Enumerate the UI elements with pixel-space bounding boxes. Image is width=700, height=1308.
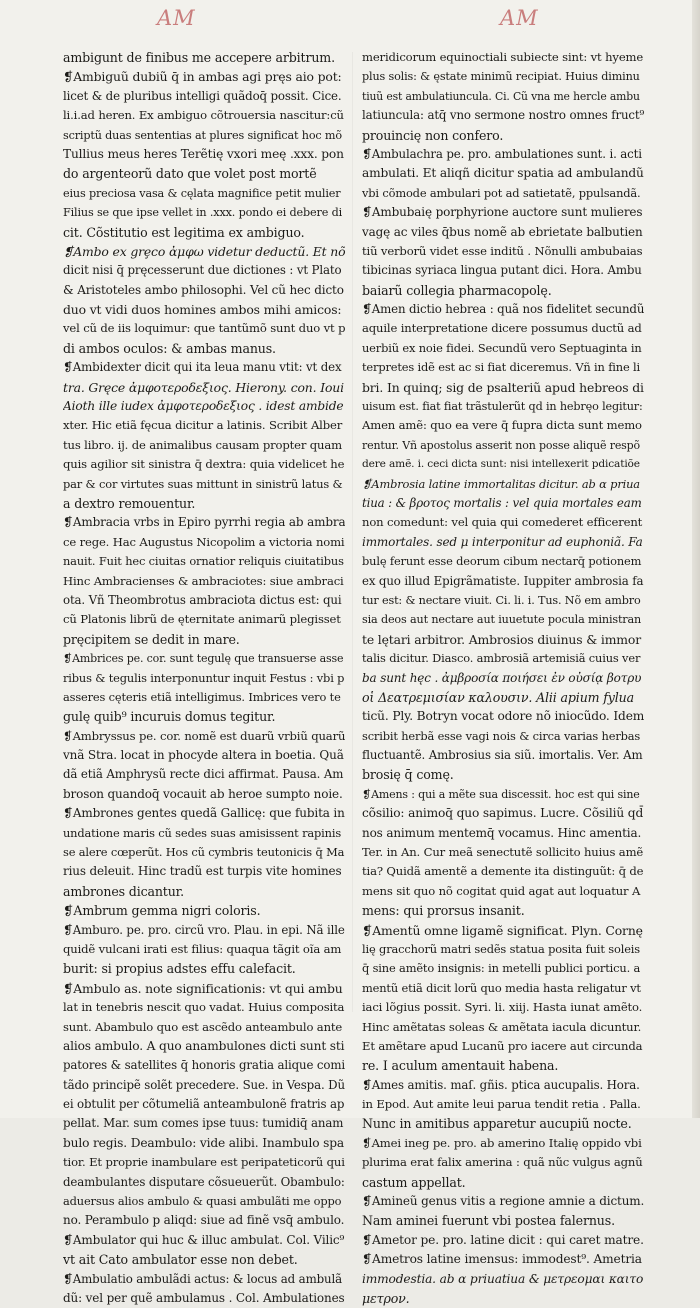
- text-line: tus libro. ij. de animalibus causam propter quam: [63, 437, 342, 452]
- text-line: sia deos aut nectare aut iuuetute pocula ministran: [362, 613, 642, 627]
- text-line: ❡Ambrosia latine immortalitas dicitur. ab α priua: [362, 476, 640, 491]
- text-line: lię gracchorũ matri sedẽs statua posita fuit soleis: [362, 941, 640, 956]
- text-line: meridicorum equinoctiali subiecte sint: vt hyeme: [362, 50, 644, 64]
- text-line: immodestia. ab α priuatiua & μετρεομαι καιτο: [362, 1271, 644, 1286]
- text-line: q̄ sine amẽto insignis: in metelli publici porticu. a: [362, 961, 641, 976]
- text-line: non comedunt: vel quia qui comederet efficerent: [362, 515, 643, 530]
- text-line: patores & satellites q̄ honoris gratia alique comi: [63, 1058, 345, 1073]
- text-line: vbi cõmode ambulari pot ad satietatẽ, ppulsandã.: [362, 185, 641, 200]
- text-line: aduersus alios ambulo & quasi ambulãti me oppo: [63, 1194, 342, 1209]
- running-head-left: AM: [157, 6, 196, 30]
- text-line: ❡Amei ineg pe. pro. ab amerino Italię oppido vbi: [362, 1135, 642, 1150]
- text-line: ❡Ambracia vrbs in Epiro pyrrhi regia ab ambra: [63, 515, 345, 530]
- text-line: Amen amẽ: quo ea vere q̄ fupra dicta sunt memo: [362, 418, 642, 433]
- text-line: broson quandoq̄ vocauit ab heroe sumpto noie.: [63, 786, 343, 801]
- text-line: & Aristoteles ambo philosophi. Vel cũ hec dicto: [63, 282, 344, 297]
- text-line: bulo regis. Deambulo: vide alibi. Inambulo spa: [63, 1135, 345, 1150]
- text-line: tibicinas syriaca lingua putant dici. Hora. Ambu: [362, 263, 642, 278]
- text-line: ❡Ametros latine imensus: immodest⁹. Ametria: [362, 1252, 642, 1267]
- text-line: a dextro remouentur.: [63, 495, 196, 511]
- text-line: ❡Ambulator qui huc & illuc ambulat. Col. Vilic⁹: [63, 1232, 345, 1247]
- text-line: prouincię non confero.: [362, 127, 504, 143]
- text-line: Et amẽtare apud Lucanũ pro iacere aut circunda: [362, 1038, 643, 1053]
- running-head-right: AM: [500, 6, 539, 30]
- text-line: ex quo illud Epigrãmatiste. Iuppiter ambrosia fa: [362, 573, 644, 588]
- text-line: ❡Ambulatio ambulãdi actus: & locus ad ambulã: [63, 1271, 342, 1286]
- text-line: ba sunt hęc . ἀμβροσία ποιήσει ἐν οὐσίᾳ βοτρυ: [362, 670, 642, 685]
- text-line: deambulantes disputare cõsueuerũt. Obambulo:: [63, 1174, 345, 1189]
- text-line: in Epod. Aut amite leui parua tendit retia . Palla.: [362, 1097, 641, 1112]
- page-edge: [692, 0, 700, 1118]
- text-line: nauit. Fuit hec ciuitas ornatior reliquis ciuitatibus: [63, 554, 344, 569]
- text-line: aquile interpretatione dicere possumus ductũ ad: [362, 321, 642, 336]
- text-line: cõsilio: animoq̄ quo sapimus. Lucre. Cõsiliũ qd̄: [362, 806, 644, 821]
- text-line: latiuncula: atq̄ vno sermone nostro omnes fruct⁹: [362, 108, 644, 123]
- text-line: ambulati. Et aliqñ dicitur spatia ad ambulandũ: [362, 166, 644, 181]
- text-line: ❡Amen dictio hebrea : quã nos fidelitet secundũ: [362, 302, 644, 317]
- text-line: licet & de pluribus intelligi quãdoq̄ possit. Cice.: [63, 88, 342, 103]
- column-gutter: [352, 52, 353, 1012]
- text-line: re. I aculum amentauit habena.: [362, 1058, 559, 1074]
- text-line: plus solis: & ęstate minimũ recipiat. Huius diminu: [362, 70, 640, 84]
- text-line: undatione maris cũ sedes suas amisissent rapinis: [63, 825, 342, 840]
- text-line: brosię q̄ comę.: [362, 767, 454, 783]
- text-line: scriptũ duas sententias at plures significat hoc mõ: [63, 128, 342, 142]
- text-line: cit. Cõstitutio est legitima ex ambiguo.: [63, 224, 305, 240]
- text-line: quis agilior sit sinistra q̄ dextra: quia videlicet he: [63, 457, 345, 472]
- text-line: par & cor virtutes suas mittunt in sinistrũ latus &: [63, 476, 343, 491]
- text-line: sunt. Abambulo quo est ascẽdo anteambulo ante: [63, 1019, 343, 1034]
- text-line: ❡Ambryssus pe. cor. nomẽ est duarũ vrbiũ quarũ: [63, 728, 345, 743]
- text-line: burit: si propius adstes effu calefacit.: [63, 961, 296, 977]
- text-line: ❡Ambrices pe. cor. sunt tegulę que transuerse asse: [63, 652, 344, 666]
- text-line: tãdo principẽ solẽt precedere. Sue. in Vespa. Dũ: [63, 1077, 345, 1092]
- text-line: tur est: & nectare viuit. Ci. li. i. Tus. Nõ em ambro: [362, 593, 641, 607]
- text-line: scribit herbã esse vagi nois & circa varias herbas: [362, 728, 641, 743]
- text-line: ❡Ambrones gentes quedã Gallicę: que fubita in: [63, 806, 345, 821]
- text-line: Ter. in An. Cur meã senectutẽ sollicito huius amẽ: [362, 845, 644, 860]
- text-line: duo vt vidi duos homines ambos mihi amicos:: [63, 302, 342, 318]
- text-line: ❡Amens : qui a mẽte sua discessit. hoc est qui sine: [362, 787, 640, 801]
- text-line: ❡Ambrum gemma nigri coloris.: [63, 903, 261, 919]
- text-line: rentur. Vñ apostolus asserit non posse aliquẽ respõ: [362, 438, 641, 452]
- text-line: ❡Ambulachra pe. pro. ambulationes sunt. i. acti: [362, 146, 642, 161]
- text-line: dicit nisi q̄ pręcesserunt due dictiones : vt Plato: [63, 263, 342, 278]
- text-line: quidẽ vulcani irati est filius: quaqua tãgit oĩa am: [63, 941, 342, 956]
- text-line: mens: qui prorsus insanit.: [362, 903, 525, 919]
- text-line: ❡Ambubaię porphyrione auctore sunt mulieres: [362, 205, 643, 220]
- text-line: cũ Platonis librũ de ęternitate animarũ plegisset: [63, 612, 341, 627]
- text-line: ambigunt de finibus me accepere arbitrum.: [63, 50, 335, 65]
- text-line: no. Perambulo p aliqd: siue ad finẽ vsq̄ ambulo.: [63, 1213, 345, 1228]
- text-line: se alere cœperũt. Hos cũ cymbris teutonicis q̄ Ma: [63, 845, 345, 860]
- text-line: iaci lõgius possit. Syri. li. xiij. Hasta iunat amẽto.: [362, 1000, 643, 1015]
- text-line: pellat. Mar. sum comes ipse tuus: tumidiq̄ anam: [63, 1116, 344, 1131]
- right-text-column: [362, 48, 644, 1308]
- text-line: fluctuantẽ. Ambrosius sia siũ. imortalis. Ver. Am: [362, 748, 643, 763]
- text-line: terpretes idẽ est ac si fiat diceremus. Vñ in fine li: [362, 360, 640, 375]
- text-line: do argenteorũ dato que volet post mortẽ: [63, 166, 317, 182]
- left-text-column: [63, 48, 345, 1308]
- text-line: ❡Ames amitis. maſ. gñis. ptica aucupalis. Hora.: [362, 1077, 640, 1092]
- text-line: asseres cęteris etiã intelligimus. Imbrices vero te: [63, 689, 341, 704]
- text-line: gulę quib⁹ incuruis domus tegitur.: [63, 709, 276, 725]
- text-line: ❡Ambulo as. note significationis: vt qui ambu: [63, 980, 343, 996]
- text-line: bri. In quinq; sig de psalteriũ apud hebreos di: [362, 379, 644, 395]
- text-line: vel cũ de iis loquimur: que tantũmõ sunt duo vt p: [63, 321, 345, 336]
- text-line: Filius se que ipse vellet in .xxx. pondo ei debere di: [63, 206, 343, 220]
- text-line: tia? Quidã amentẽ a demente ita distinguũt: q̄ de: [362, 864, 644, 879]
- text-line: talis dicitur. Diasco. ambrosiã artemisiã cuius ver: [362, 651, 641, 666]
- text-line: mentũ etiã dicit lorũ quo media hasta religatur vt: [362, 980, 641, 995]
- text-line: tiũ verborũ videt esse inditũ . Nõnulli ambubaias: [362, 243, 643, 258]
- text-line: ce rege. Hac Augustus Nicopolim a victoria nomi: [63, 534, 345, 549]
- text-line: tiuũ est ambulatiuncula. Ci. Cũ vna me hercle ambu: [362, 89, 640, 103]
- text-line: vagę ac viles q̄bus nomẽ ab ebrietate balbutien: [362, 224, 643, 239]
- text-line: Nunc in amitibus apparetur aucupiũ nocte.: [362, 1116, 632, 1132]
- text-line: plurima erat falix amerina : quã nũc vulgus agnũ: [362, 1155, 643, 1170]
- text-line: pręcipitem se dedit in mare.: [63, 631, 240, 647]
- text-line: ribus & tegulis interponuntur inquit Festus : vbi p: [63, 670, 345, 685]
- text-line: li.i.ad heren. Ex ambiguo cõtrouersia nascitur:cũ: [63, 108, 344, 123]
- text-line: rius deleuit. Hinc tradũ est turpis vite homines: [63, 864, 342, 879]
- text-line: ❡Ambo ex grȩco ἀμφω videtur deductũ. Et nõ: [63, 243, 345, 259]
- text-line: immortales. sed μ interponitur ad euphoniã. Fa: [362, 534, 643, 549]
- text-line: ❡Ambiguũ dubiũ q̄ in ambas agi pręs aio pot:: [63, 69, 342, 85]
- text-line: castum appellat.: [362, 1174, 466, 1190]
- text-line: ❡Amburo. pe. pro. circũ vro. Plau. in epi. Nã ille: [63, 922, 345, 937]
- text-line: eius preciosa vasa & cęlata magnifice petit mulier: [63, 186, 341, 200]
- text-line: ambrones dicantur.: [63, 883, 185, 899]
- text-line: tiua : & βροτος mortalis : vel quia mortales eam: [362, 495, 642, 510]
- text-line: lat in tenebris nescit quo vadat. Huius composita: [63, 1000, 345, 1015]
- text-line: baiarũ collegia pharmacopolę.: [362, 282, 552, 298]
- text-line: Aioth ille iudex ἀμφοτεροδεξιος . idest ambide: [63, 399, 344, 414]
- text-line: mens sit quo nõ cogitat quid agat aut loquatur A: [362, 883, 641, 898]
- text-line: uerbiũ ex noie fidei. Secundũ vero Septuaginta in: [362, 340, 642, 355]
- text-line: vnã Stra. locat in phocyde altera in boetia. Quã: [63, 748, 344, 763]
- text-line: dere amẽ. i. ceci dicta sunt: nisi intellexerit pdicatiõe: [362, 458, 640, 471]
- text-line: μετρον.: [362, 1291, 410, 1306]
- text-line: tra. Gręce ἀμφοτεροδεξιος. Hierony. con. Ioui: [63, 379, 344, 395]
- text-line: ❡Ametor pe. pro. latine dicit : qui caret matre.: [362, 1232, 644, 1247]
- text-line: οἱ Δεατρεμισίαν καλουσιν. Alii apium fylua: [362, 689, 634, 705]
- text-line: Hinc Ambracienses & ambraciotes: siue ambraci: [63, 573, 344, 588]
- text-line: tior. Et proprie inambulare est peripateticorũ qui: [63, 1155, 345, 1170]
- text-line: te lętari arbitror. Ambrosios diuinus & immor: [362, 631, 641, 647]
- text-line: alios ambulo. A quo anambulones dicti sunt sti: [63, 1038, 345, 1053]
- text-line: vt ait Cato ambulator esse non debet.: [63, 1252, 298, 1268]
- text-line: ❡Amentũ omne ligamẽ significat. Plyn. Cornę: [362, 922, 643, 938]
- text-line: ❡Amineũ genus vitis a regione amnie a dictum.: [362, 1194, 644, 1209]
- text-line: uisum est. fiat fiat trãstulerũt qd in hebręo legitur:: [362, 400, 643, 414]
- text-line: xter. Hic etiã fęcua dicitur a latinis. Scribit Alber: [63, 418, 343, 433]
- text-line: nos animum mentemq̄ vocamus. Hinc amentia.: [362, 825, 642, 840]
- text-line: Nam aminei fuerunt vbi postea falernus.: [362, 1213, 615, 1229]
- text-line: ❡Ambidexter dicit qui ita leua manu vtit: vt dex: [63, 360, 342, 375]
- text-line: Tullius meus heres Terẽtię vxori meę .xxx. pon: [63, 146, 344, 161]
- text-line: bulę ferunt esse deorum cibum nectarq̄ potionem: [362, 554, 642, 569]
- text-line: dũ: vel per quẽ ambulamus . Col. Ambulationes: [63, 1291, 345, 1305]
- text-line: Hinc amẽtatas soleas & amẽtata iacula dicuntur.: [362, 1019, 642, 1034]
- text-line: dã etiã Amphrysũ recte dici affirmat. Pausa. Am: [63, 767, 344, 782]
- text-line: di ambos oculos: & ambas manus.: [63, 340, 276, 356]
- text-line: ota. Vñ Theombrotus ambraciota dictus est: qui: [63, 592, 342, 607]
- text-line: ei obtulit per cõtumeliã anteambulonẽ fratris ap: [63, 1097, 345, 1112]
- text-line: ticũ. Ply. Botryn vocat odore nõ iniocũdo. Idem: [362, 709, 644, 724]
